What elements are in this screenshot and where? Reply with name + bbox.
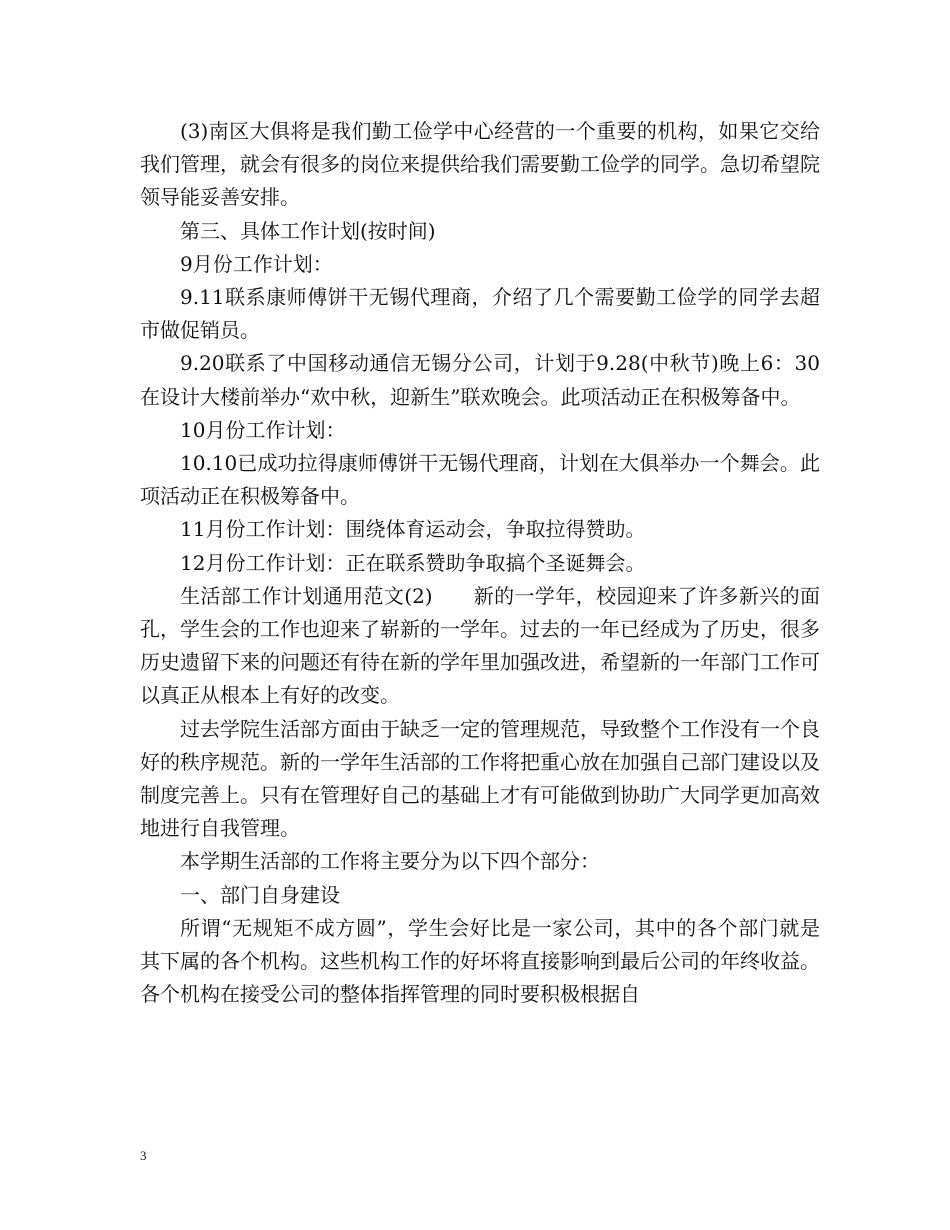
- section-heading: 一、部门自身建设: [180, 882, 340, 907]
- section-heading: 第三、具体工作计划(按时间): [180, 218, 436, 243]
- paragraph: 11月份工作计划：围绕体育运动会，争取拉得赞助。: [180, 517, 646, 542]
- paragraph: (3)南区大俱将是我们勤工俭学中心经营的一个重要的机构，如果它交给我们管理，就会有很多的岗位来提供给我们需要勤工俭学的同学。急切希望院领导能妥善安排。: [140, 119, 820, 210]
- paragraph: 10.10已成功拉得康师傅饼干无锡代理商，计划在大俱举办一个舞会。此项活动正在积极筹备中。: [140, 451, 820, 509]
- document-body: [140, 115, 820, 1011]
- month-heading: 9月份工作计划：: [180, 251, 333, 276]
- month-heading: 10月份工作计划：: [180, 417, 346, 442]
- paragraph: 9.11联系康师傅饼干无锡代理商，介绍了几个需要勤工俭学的同学去超市做促销员。: [140, 285, 820, 343]
- paragraph: 12月份工作计划：正在联系赞助争取搞个圣诞舞会。: [180, 550, 646, 575]
- paragraph: 9.20联系了中国移动通信无锡分公司，计划于9.28(中秋节)晚上6：30在设计大楼前举办“欢中秋，迎新生”联欢晚会。此项活动正在积极筹备中。: [140, 351, 820, 409]
- paragraph: 所谓“无规矩不成方圆”，学生会好比是一家公司，其中的各个部门就是其下属的各个机构。这些机构工作的好坏将直接影响到最后公司的年终收益。各个机构在接受公司的整体指挥管理的同时要积极根据自: [140, 915, 820, 1007]
- page-number: 3: [140, 1148, 147, 1163]
- paragraph: 过去学院生活部方面由于缺乏一定的管理规范，导致整个工作没有一个良好的秩序规范。新的一学年生活部的工作将把重心放在加强自己部门建设以及制度完善上。只有在管理好自己的基础上才有可能做到协助广大同学更加高效地进行自我管理。: [140, 716, 820, 841]
- paragraph: 生活部工作计划通用范文(2) 新的一学年，校园迎来了许多新兴的面孔，学生会的工作也迎来了崭新的一学年。过去的一年已经成为了历史，很多历史遗留下来的问题还有待在新的学年里加强改进，希望新的一年部门工作可以真正从根本上有好的改变。: [140, 583, 820, 708]
- paragraph: 本学期生活部的工作将主要分为以下四个部分：: [180, 849, 600, 874]
